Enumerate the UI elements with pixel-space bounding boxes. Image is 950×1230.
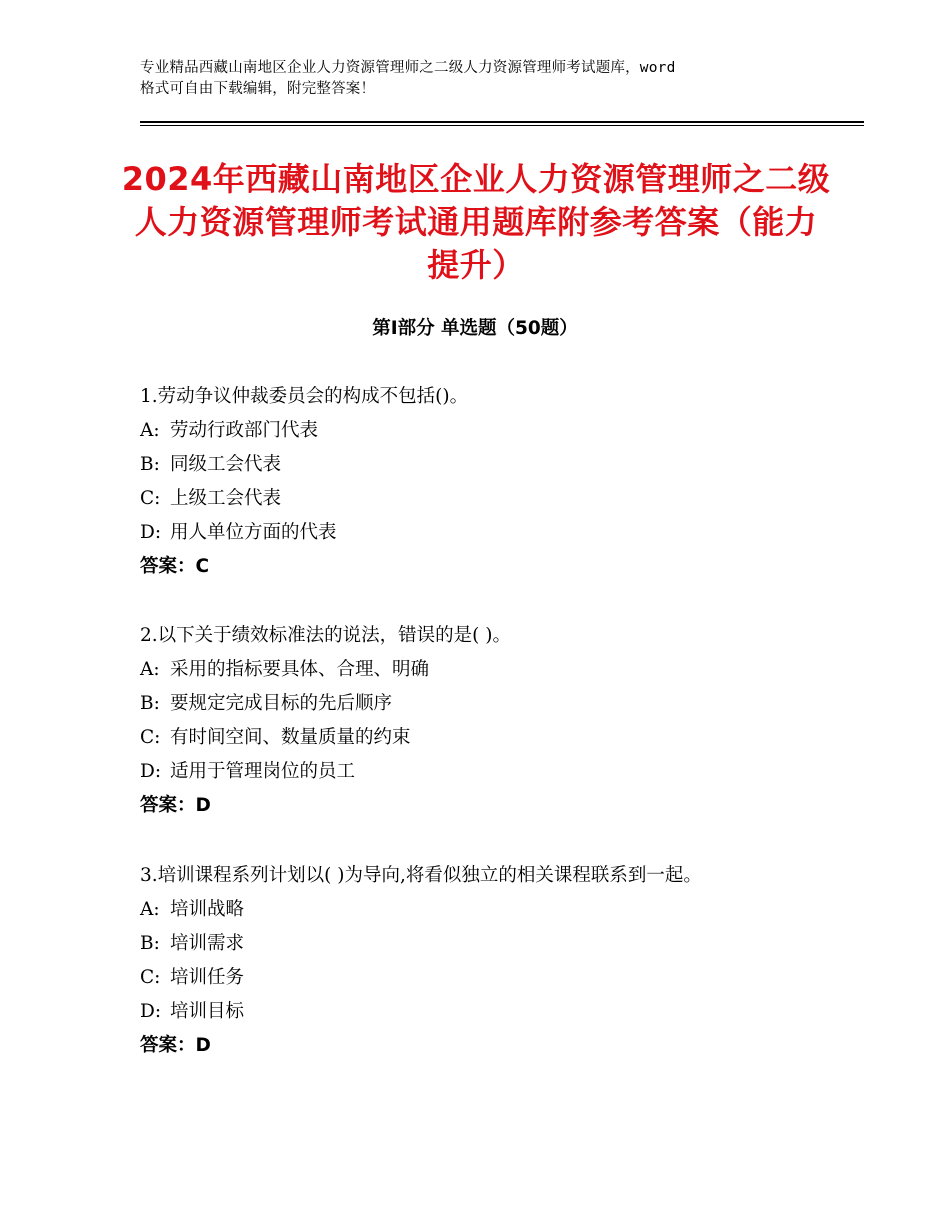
option-d [140, 995, 790, 1029]
option-a [140, 414, 790, 448]
option-letter: A: [140, 899, 160, 920]
option-text: 培训目标 [170, 1001, 245, 1022]
option-text: 培训战略 [170, 899, 245, 920]
header-note-line-1: 专业精品西藏山南地区企业人力资源管理师之二级人力资源管理师考试题库，word [140, 60, 676, 76]
answer-label: 答案： [140, 556, 196, 577]
question-stem: 3.培训课程系列计划以( )为导向,将看似独立的相关课程联系到一起。 [140, 865, 702, 886]
option-text: 用人单位方面的代表 [170, 522, 337, 543]
option-letter: A: [140, 659, 160, 680]
option-a [140, 653, 790, 687]
option-c [140, 482, 790, 516]
answer-line [140, 550, 790, 584]
option-text: 上级工会代表 [170, 488, 282, 509]
option-text: 同级工会代表 [170, 454, 282, 475]
option-b [140, 448, 790, 482]
answer-value: C [195, 556, 210, 577]
option-letter: B: [140, 454, 160, 475]
option-letter: D: [140, 522, 162, 543]
option-letter: D: [140, 761, 162, 782]
option-d [140, 516, 790, 550]
option-letter: C: [140, 488, 161, 509]
option-text: 适用于管理岗位的员工 [170, 761, 356, 782]
document-title: 2024年西藏山南地区企业人力资源管理师之二级人力资源管理师考试通用题库附参考答案（能力提升） [121, 160, 831, 284]
question-2 [140, 619, 790, 823]
answer-label: 答案： [140, 795, 196, 816]
answer-line [140, 789, 790, 823]
question-stem: 2.以下关于绩效标准法的说法，错误的是( )。 [140, 625, 511, 646]
answer-line [140, 1029, 790, 1063]
option-letter: D: [140, 1001, 162, 1022]
question-stem: 1.劳动争议仲裁委员会的构成不包括()。 [140, 386, 469, 407]
option-letter: B: [140, 933, 160, 954]
option-text: 采用的指标要具体、合理、明确 [170, 659, 430, 680]
option-c [140, 961, 790, 995]
option-c [140, 721, 790, 755]
option-text: 要规定完成目标的先后顺序 [170, 693, 393, 714]
option-b [140, 927, 790, 961]
answer-value: D [195, 795, 211, 816]
option-letter: C: [140, 967, 161, 988]
question-3 [140, 859, 790, 1063]
option-letter: B: [140, 693, 160, 714]
question-1 [140, 380, 790, 584]
option-d [140, 755, 790, 789]
answer-value: D [195, 1035, 211, 1056]
option-letter: C: [140, 727, 161, 748]
section-title: 第Ⅰ部分 单选题（50题） [372, 318, 578, 339]
header-divider-thin [140, 125, 864, 126]
option-a [140, 893, 790, 927]
header-note [140, 58, 840, 100]
option-text: 有时间空间、数量质量的约束 [170, 727, 411, 748]
option-b [140, 687, 790, 721]
header-note-line-2: 格式可自由下载编辑，附完整答案！ [140, 81, 376, 97]
option-text: 劳动行政部门代表 [170, 420, 319, 441]
answer-label: 答案： [140, 1035, 196, 1056]
option-text: 培训任务 [170, 967, 245, 988]
option-text: 培训需求 [170, 933, 245, 954]
option-letter: A: [140, 420, 160, 441]
header-divider-thick [140, 121, 864, 123]
